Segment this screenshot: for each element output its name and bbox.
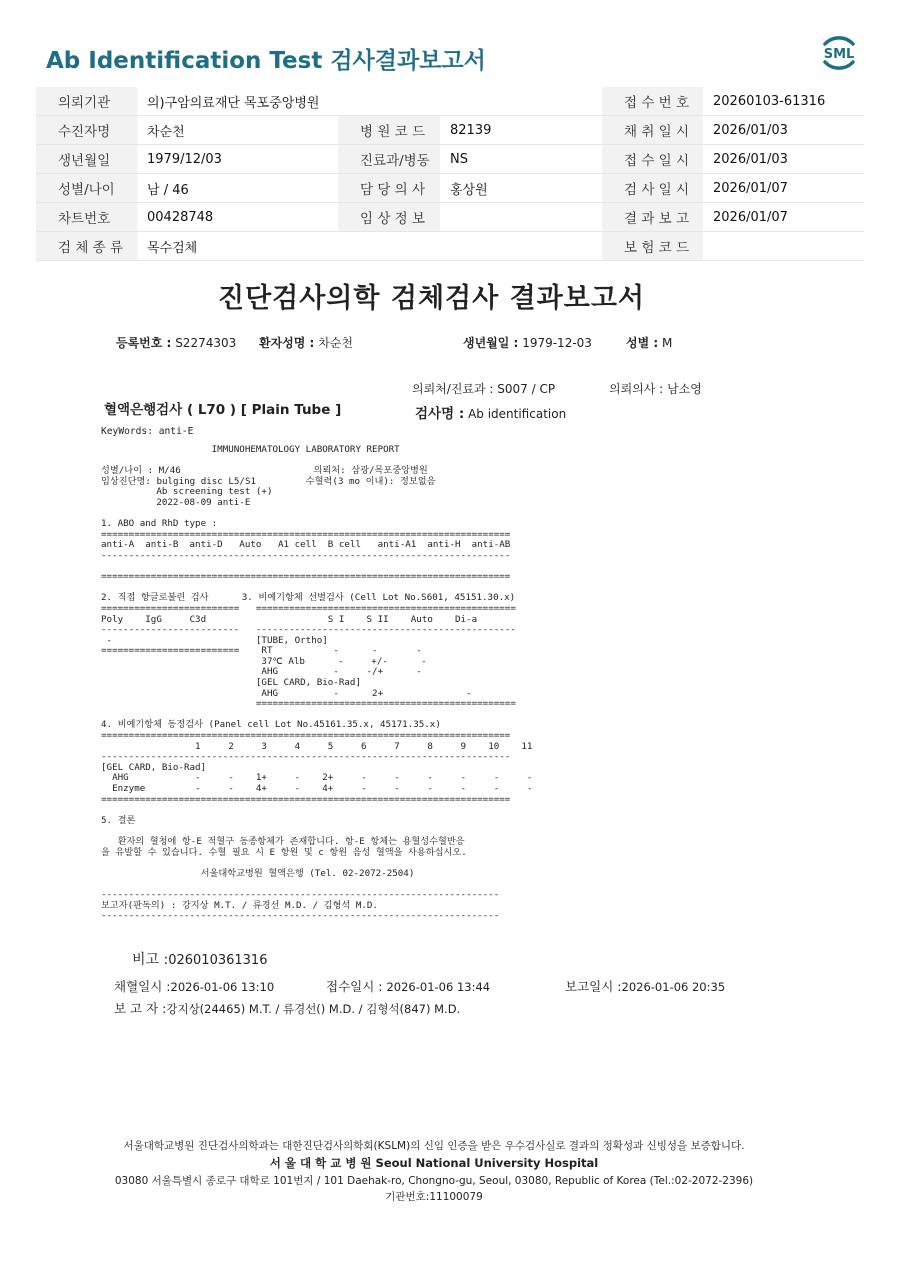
field-value: 20260103-61316 (703, 87, 864, 116)
field-value: 남 / 46 (137, 174, 338, 203)
field-value: 2026/01/03 (703, 116, 864, 145)
field-label: 채 취 일 시 (602, 116, 703, 145)
patient-info-row (36, 174, 864, 203)
request-department: 의뢰처/진료과 : S007 / CP (412, 382, 556, 396)
patient-info-row (36, 232, 864, 261)
report-title: Ab Identification Test 검사결과보고서 (46, 48, 486, 74)
svg-text:SML: SML (823, 47, 855, 62)
field-value: 차순천 (137, 116, 338, 145)
field-label: 담 당 의 사 (338, 174, 440, 203)
request-doctor: 의뢰의사 : 남소영 (609, 382, 702, 396)
field-value: 목수검체 (137, 232, 602, 261)
footer-address: 03080 서울특별시 종로구 대학로 101번지 / 101 Daehak-ro, Chongno-gu, Seoul, 03080, Republic of Korea (Tel.:02-2072-2396) (114, 1175, 754, 1187)
reporter: 보 고 자 :강지상(24465) M.T. / 류경선() M.D. / 김형석(847) M.D. (114, 1001, 461, 1016)
receipt-time: 접수일시 : 2026-01-06 13:44 (326, 979, 491, 994)
footer-hospital: 서 울 대 학 교 병 원 Seoul National University Hospital (269, 1156, 599, 1170)
field-label: 성별/나이 (36, 174, 137, 203)
field-label: 임 상 정 보 (338, 203, 440, 232)
field-value: 1979/12/03 (137, 145, 338, 174)
main-report-title: 진단검사의학 검체검사 결과보고서 (217, 283, 646, 314)
field-label: 차트번호 (36, 203, 137, 232)
field-label: 병 원 코 드 (338, 116, 440, 145)
test-name: 검사명 : Ab identification (415, 406, 567, 422)
field-label: 검 체 종 류 (36, 232, 137, 261)
field-label: 보 험 코 드 (602, 232, 703, 261)
keywords: KeyWords: anti-E (101, 426, 194, 437)
field-value: 00428748 (137, 203, 338, 232)
registration-number: 등록번호 : S2274303 (116, 336, 237, 350)
field-label: 접 수 번 호 (602, 87, 703, 116)
field-value: 2026/01/07 (703, 174, 864, 203)
field-label: 결 과 보 고 (602, 203, 703, 232)
field-value: 2026/01/03 (703, 145, 864, 174)
lab-report-body: IMMUNOHEMATOLOGY LABORATORY REPORT 성별/나이 : M/46 의뢰처: 삼광/목포중앙병원 임상진단명: bulging disc L5/S1 수혈력(3 mo 이내): 정보없음 Ab screening test (+) 2022-08-09 anti-E 1. ABO and RhD type : ========================================================================== anti-A anti-B anti-D Auto A1 cell B cell anti-A1 anti-H anti-AB -------------------------------------------------------------------------- ========================================================================== 2. 직접 항글로불린 검사 3. 비예기항체 선별검사 (Cell Lot No.S601, 45151.30.x) ========================= =============================================== Poly IgG C3d S I S II Auto Di-a ------------------------- ----------------------------------------------- - [TUBE, Ortho] ========================= RT - - - 37℃ Alb - +/- - AHG - -/+ - [GEL CARD, Bio-Rad] AHG - 2+ - =============================================== 4. 비예기항체 동정검사 (Panel cell Lot No.45161.35.x, 45171.35.x) ========================================================================== 1 2 3 4 5 6 7 8 9 10 11 -------------------------------------------------------------------------- [GEL CARD, Bio-Rad] AHG - - 1+ - 2+ - - - - - - Enzyme - - 4+ - 4+ - - - - - - ========================================================================== 5. 결론 환자의 혈청에 항-E 적혈구 동종항체가 존재합니다. 항-E 항체는 용혈성수혈반응 을 유발할 수 있습니다. 수혈 필요 시 E 항원 및 c 항원 음성 혈액을 사용하십시오. 서울대학교병원 혈액은행 (Tel. 02-2072-2504) ------------------------------------------------------------------------ 보고자(판독의) : 강지상 M.T. / 류경선 M.D. / 김형석 M.D. ------------------------------------------------------------------------ (101, 444, 533, 922)
field-label: 생년월일 (36, 145, 137, 174)
field-value: 의)구암의료재단 목포중앙병원 (137, 87, 602, 116)
field-value: NS (440, 145, 602, 174)
note: 비고 :026010361316 (132, 952, 268, 968)
collection-time: 채혈일시 :2026-01-06 13:10 (114, 979, 275, 994)
field-value (703, 232, 864, 261)
field-label: 검 사 일 시 (602, 174, 703, 203)
patient-info-row (36, 116, 864, 145)
birth-date: 생년월일 : 1979-12-03 (463, 336, 592, 350)
field-value (440, 203, 602, 232)
sml-logo-icon (816, 30, 862, 76)
footer-certification: 서울대학교병원 진단검사의학과는 대한진단검사의학회(KSLM)의 신임 인증을 받은 우수검사실로 결과의 정확성과 신빙성을 보증합니다. (123, 1140, 745, 1152)
field-label: 진료과/병동 (338, 145, 440, 174)
sex: 성별 : M (626, 336, 673, 350)
sml-logo (816, 30, 862, 76)
field-label: 접 수 일 시 (602, 145, 703, 174)
patient-info-row (36, 203, 864, 232)
field-label: 수진자명 (36, 116, 137, 145)
field-label: 의뢰기관 (36, 87, 137, 116)
field-value: 2026/01/07 (703, 203, 864, 232)
patient-info-row (36, 87, 864, 116)
patient-info-table (36, 87, 864, 261)
test-group: 혈액은행검사 ( L70 ) [ Plain Tube ] (104, 402, 342, 418)
footer-institution-code: 기관번호:11100079 (385, 1191, 483, 1203)
field-value: 82139 (440, 116, 602, 145)
patient-info-row (36, 145, 864, 174)
patient-name: 환자성명 : 차순천 (259, 336, 353, 350)
report-time: 보고일시 :2026-01-06 20:35 (565, 979, 726, 994)
field-value: 홍상원 (440, 174, 602, 203)
